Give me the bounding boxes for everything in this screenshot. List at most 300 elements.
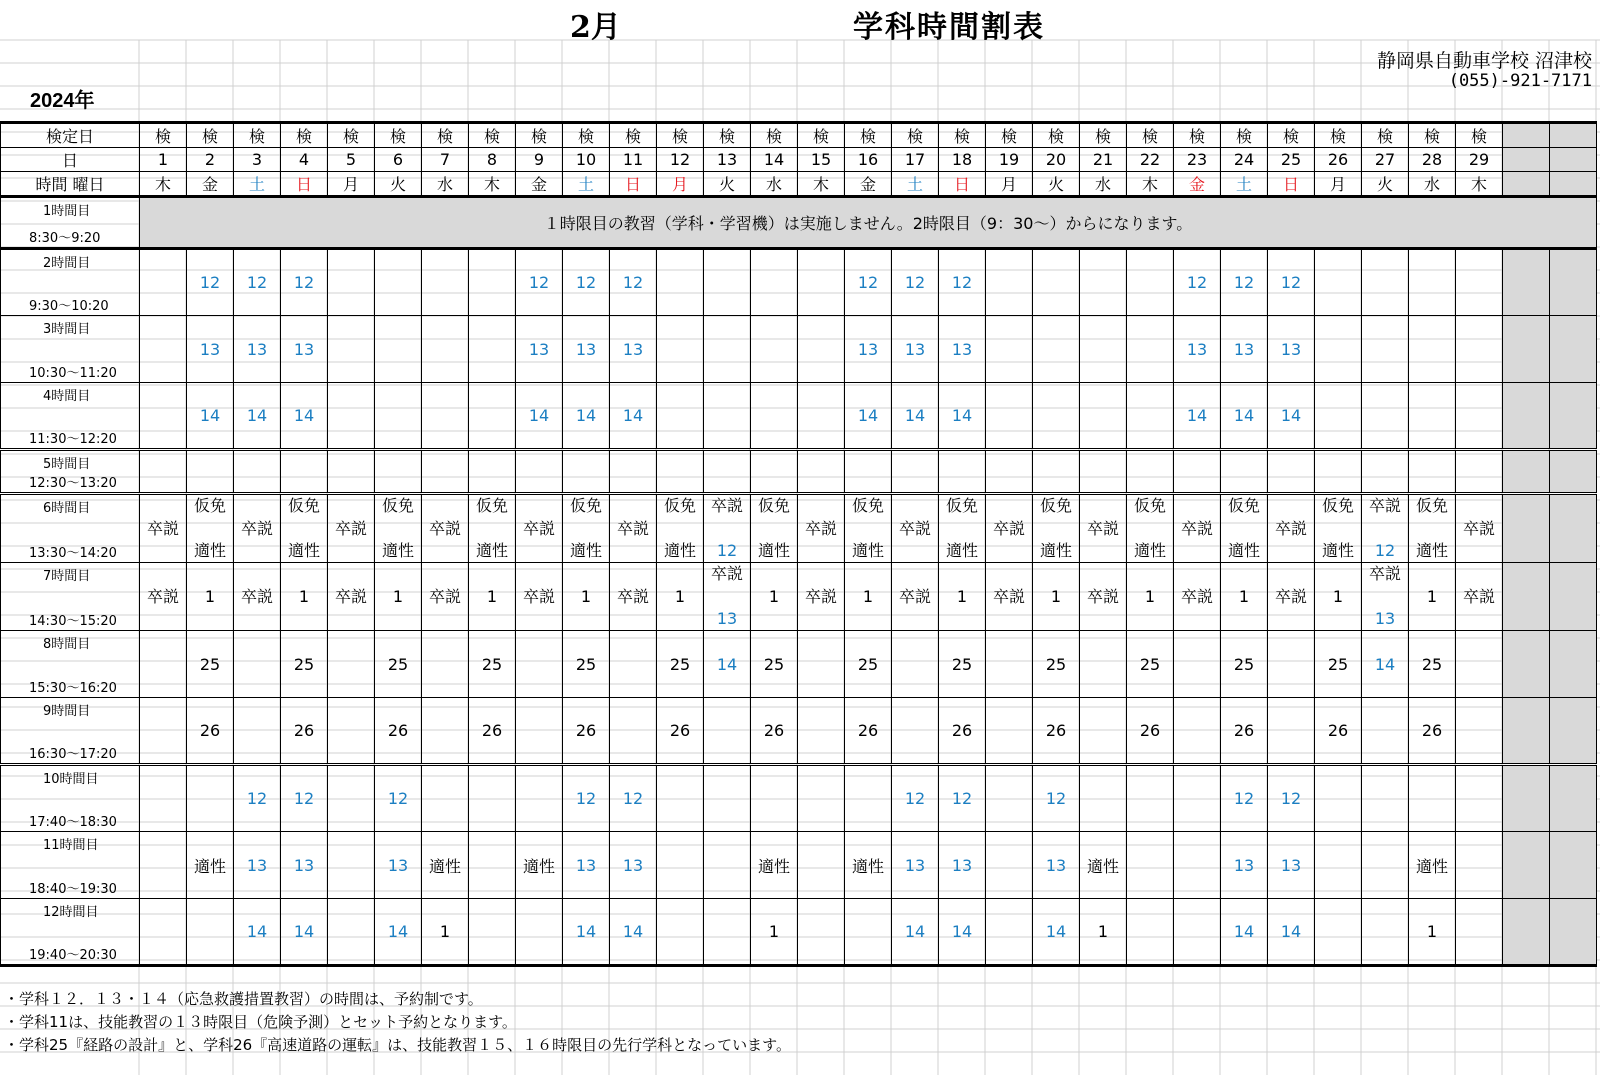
class-entry-bottom — [1080, 608, 1126, 630]
unused-cell — [1550, 316, 1597, 383]
class-entry-mid: 卒説 — [1180, 586, 1213, 606]
class-cell: 1 — [1409, 899, 1456, 966]
class-entry-bottom — [1268, 608, 1314, 630]
class-entry-bottom — [234, 540, 280, 562]
class-cell — [140, 450, 187, 494]
class-entry-top — [939, 563, 985, 585]
class-entry-bottom — [610, 540, 656, 562]
class-entry-bottom — [610, 608, 656, 630]
class-cell: 25 — [375, 631, 422, 698]
class-entry-top: 仮免 — [851, 496, 884, 515]
class-cell: 12 — [1221, 249, 1268, 316]
class-cell — [1127, 765, 1174, 832]
class-entry-mid: 卒説 — [240, 586, 273, 606]
class-cell: 適性 — [1080, 832, 1127, 899]
class-cell: 12 — [1033, 765, 1080, 832]
date-cell: 11 — [610, 148, 657, 172]
class-cell — [845, 494, 892, 563]
period-time: 13:30～14:20 — [29, 546, 117, 561]
class-entry-bottom: 適性 — [475, 541, 508, 560]
class-cell — [986, 450, 1033, 494]
weekday-cell: 金 — [845, 172, 892, 197]
class-cell — [1174, 494, 1221, 563]
class-cell — [375, 383, 422, 450]
class-cell: 25 — [1033, 631, 1080, 698]
class-cell — [986, 249, 1033, 316]
period-time: 15:30～16:20 — [29, 681, 117, 696]
class-cell: 12 — [610, 249, 657, 316]
footnote: ・学科11は、技能教習の１３時限目（危険予測）とセット予約となります。 — [4, 1013, 517, 1031]
class-cell — [1080, 450, 1127, 494]
unused-cell — [1550, 832, 1597, 899]
date-cell: 14 — [751, 148, 798, 172]
kentei-cell: 検 — [751, 123, 798, 148]
class-cell: 12 — [892, 249, 939, 316]
class-cell — [986, 563, 1033, 631]
class-cell — [1362, 563, 1409, 631]
weekday-cell: 月 — [986, 172, 1033, 197]
kentei-cell: 検 — [328, 123, 375, 148]
class-cell: 26 — [187, 698, 234, 765]
class-cell: 14 — [1221, 899, 1268, 966]
class-cell: 14 — [516, 383, 563, 450]
class-entry-top — [187, 563, 233, 585]
class-entry-top — [375, 563, 421, 585]
class-cell — [1315, 383, 1362, 450]
class-cell — [1315, 563, 1362, 631]
unused-cell — [1503, 450, 1550, 494]
class-cell — [140, 563, 187, 631]
kentei-cell: 検 — [469, 123, 516, 148]
class-entry-bottom: 適性 — [1321, 541, 1354, 560]
class-cell: 適性 — [845, 832, 892, 899]
class-cell — [1080, 765, 1127, 832]
class-cell: 13 — [281, 832, 328, 899]
class-cell — [281, 450, 328, 494]
class-entry-top — [1268, 563, 1314, 585]
class-cell — [1456, 450, 1503, 494]
unused-cell — [1503, 123, 1550, 148]
page-title: 学科時間割表 — [853, 10, 1045, 45]
class-cell: 1 — [422, 899, 469, 966]
class-cell — [798, 631, 845, 698]
class-cell — [657, 316, 704, 383]
date-cell: 7 — [422, 148, 469, 172]
class-cell — [1127, 383, 1174, 450]
class-cell — [469, 899, 516, 966]
class-entry-mid — [1127, 518, 1173, 540]
class-cell — [751, 765, 798, 832]
unused-cell — [1550, 765, 1597, 832]
class-cell — [375, 563, 422, 631]
class-cell — [469, 249, 516, 316]
class-cell — [1409, 249, 1456, 316]
class-cell — [469, 563, 516, 631]
class-entry-bottom: 適性 — [945, 541, 978, 560]
class-cell: 12 — [375, 765, 422, 832]
class-entry-top: 仮免 — [1039, 496, 1072, 515]
class-cell: 12 — [234, 249, 281, 316]
class-cell — [986, 899, 1033, 966]
class-cell — [1362, 450, 1409, 494]
class-entry-top — [281, 563, 327, 585]
date-cell: 9 — [516, 148, 563, 172]
class-entry-bottom — [140, 608, 186, 630]
unused-cell — [1503, 316, 1550, 383]
period-time: 17:40～18:30 — [29, 815, 117, 830]
class-cell: 13 — [281, 316, 328, 383]
date-cell: 10 — [563, 148, 610, 172]
class-entry-mid: 1 — [204, 586, 216, 606]
class-cell — [469, 494, 516, 563]
period-name: 2時間目 — [43, 256, 91, 271]
period-name: 7時間目 — [43, 569, 91, 584]
weekday-cell: 木 — [1456, 172, 1503, 197]
class-entry-top — [1456, 495, 1502, 517]
class-entry-bottom — [1033, 608, 1079, 630]
class-entry-bottom — [1315, 608, 1361, 630]
class-entry-top: 仮免 — [475, 496, 508, 515]
kentei-cell: 検 — [516, 123, 563, 148]
class-cell — [516, 631, 563, 698]
class-entry-top — [140, 563, 186, 585]
class-entry-bottom — [140, 540, 186, 562]
weekday-cell: 水 — [1409, 172, 1456, 197]
kentei-cell: 検 — [1174, 123, 1221, 148]
kentei-cell: 検 — [1456, 123, 1503, 148]
class-cell — [281, 494, 328, 563]
unused-cell — [1503, 698, 1550, 765]
class-cell: 14 — [939, 899, 986, 966]
class-cell: 26 — [939, 698, 986, 765]
class-entry-top — [234, 563, 280, 585]
class-cell — [1033, 563, 1080, 631]
class-cell — [798, 249, 845, 316]
class-entry-mid: 卒説 — [1086, 518, 1119, 538]
class-entry-bottom: 適性 — [757, 541, 790, 560]
unused-cell — [1503, 765, 1550, 832]
kentei-cell: 検 — [1362, 123, 1409, 148]
class-cell: 14 — [1362, 631, 1409, 698]
class-cell — [657, 494, 704, 563]
period-time: 11:30～12:20 — [29, 432, 117, 447]
kentei-cell: 検 — [187, 123, 234, 148]
weekday-cell: 月 — [1315, 172, 1362, 197]
kentei-cell: 検 — [1268, 123, 1315, 148]
class-cell — [469, 450, 516, 494]
class-entry-top — [516, 563, 562, 585]
class-cell: 12 — [234, 765, 281, 832]
class-entry-top — [1456, 563, 1502, 585]
class-entry-mid: 卒説 — [1462, 586, 1495, 606]
class-cell — [751, 383, 798, 450]
class-entry-bottom — [1080, 540, 1126, 562]
kentei-cell: 検 — [140, 123, 187, 148]
class-entry-bottom: 13 — [716, 609, 738, 628]
class-cell — [798, 383, 845, 450]
class-cell — [187, 494, 234, 563]
period-time: 14:30～15:20 — [29, 614, 117, 629]
class-cell — [657, 765, 704, 832]
class-cell — [1409, 316, 1456, 383]
class-cell — [845, 563, 892, 631]
class-entry-mid — [704, 586, 750, 608]
date-cell: 12 — [657, 148, 704, 172]
class-entry-bottom: 適性 — [287, 541, 320, 560]
class-cell — [986, 832, 1033, 899]
class-entry-top — [610, 563, 656, 585]
weekday-cell: 木 — [469, 172, 516, 197]
class-entry-mid — [187, 518, 233, 540]
class-cell — [892, 450, 939, 494]
class-entry-top — [1033, 563, 1079, 585]
class-cell: 13 — [1268, 316, 1315, 383]
class-entry-mid: 1 — [1332, 586, 1344, 606]
class-cell — [704, 563, 751, 631]
class-cell — [1456, 832, 1503, 899]
weekday-cell: 土 — [563, 172, 610, 197]
class-cell: 25 — [1409, 631, 1456, 698]
class-entry-bottom — [798, 608, 844, 630]
class-cell — [469, 316, 516, 383]
class-entry-bottom — [1456, 540, 1502, 562]
class-entry-mid: 1 — [1050, 586, 1062, 606]
class-cell: 25 — [1221, 631, 1268, 698]
class-cell: 適性 — [516, 832, 563, 899]
class-entry-mid: 卒説 — [1462, 518, 1495, 538]
class-entry-bottom: 適性 — [193, 541, 226, 560]
class-cell — [422, 249, 469, 316]
class-cell — [657, 249, 704, 316]
class-cell: 14 — [563, 899, 610, 966]
kentei-cell: 検 — [704, 123, 751, 148]
class-cell — [704, 899, 751, 966]
class-cell: 26 — [1033, 698, 1080, 765]
class-entry-mid — [1033, 518, 1079, 540]
class-cell — [1362, 832, 1409, 899]
class-cell: 13 — [610, 316, 657, 383]
class-cell — [1362, 316, 1409, 383]
class-cell — [657, 832, 704, 899]
class-cell — [1409, 383, 1456, 450]
class-cell — [610, 631, 657, 698]
class-cell — [516, 563, 563, 631]
class-cell: 26 — [1409, 698, 1456, 765]
class-entry-mid — [469, 518, 515, 540]
date-cell: 8 — [469, 148, 516, 172]
unused-cell — [1503, 832, 1550, 899]
class-cell — [1174, 631, 1221, 698]
class-entry-top — [140, 495, 186, 517]
class-cell — [187, 450, 234, 494]
class-entry-bottom: 適性 — [851, 541, 884, 560]
date-cell: 13 — [704, 148, 751, 172]
time-weekday-label: 時間 曜日 — [1, 172, 140, 197]
class-cell: 26 — [657, 698, 704, 765]
weekday-cell: 金 — [1174, 172, 1221, 197]
class-entry-mid: 1 — [862, 586, 874, 606]
class-cell — [1033, 249, 1080, 316]
class-entry-mid: 1 — [298, 586, 310, 606]
class-cell — [1080, 698, 1127, 765]
class-cell — [986, 631, 1033, 698]
class-cell: 12 — [187, 249, 234, 316]
weekday-cell: 月 — [657, 172, 704, 197]
class-cell — [328, 494, 375, 563]
unused-cell — [1550, 698, 1597, 765]
class-cell: 25 — [281, 631, 328, 698]
class-cell — [1315, 494, 1362, 563]
class-entry-bottom — [1456, 608, 1502, 630]
class-cell — [1080, 563, 1127, 631]
class-entry-bottom: 13 — [1374, 609, 1396, 628]
class-entry-top: 卒説 — [1368, 496, 1401, 515]
footnotes — [4, 988, 791, 1057]
footnote: ・学科25『経路の設計』と、学科26『高速道路の運転』は、技能教習１５、１６時限目の先行学科となっています。 — [4, 1036, 791, 1054]
class-cell — [140, 494, 187, 563]
class-entry-bottom — [422, 608, 468, 630]
period-label — [1, 765, 140, 832]
class-cell — [1221, 450, 1268, 494]
class-cell: 13 — [1174, 316, 1221, 383]
class-cell — [798, 450, 845, 494]
unused-cell — [1550, 249, 1597, 316]
class-entry-mid: 卒説 — [334, 518, 367, 538]
class-cell: 12 — [1221, 765, 1268, 832]
class-entry-bottom — [1221, 608, 1267, 630]
class-cell: 14 — [939, 383, 986, 450]
class-cell: 26 — [845, 698, 892, 765]
class-entry-mid: 1 — [392, 586, 404, 606]
period-time: 10:30～11:20 — [29, 366, 117, 381]
class-cell: 適性 — [1409, 832, 1456, 899]
class-cell — [140, 383, 187, 450]
class-cell — [234, 494, 281, 563]
class-cell — [1362, 383, 1409, 450]
class-entry-top — [1409, 563, 1455, 585]
class-cell — [1080, 249, 1127, 316]
class-entry-top — [563, 563, 609, 585]
class-cell — [704, 698, 751, 765]
class-entry-mid: 卒説 — [522, 586, 555, 606]
class-cell: 適性 — [751, 832, 798, 899]
class-cell: 12 — [939, 765, 986, 832]
class-entry-bottom — [328, 608, 374, 630]
date-cell: 28 — [1409, 148, 1456, 172]
class-cell: 12 — [516, 249, 563, 316]
class-cell — [375, 249, 422, 316]
unused-cell — [1503, 899, 1550, 966]
date-cell: 26 — [1315, 148, 1362, 172]
class-cell — [798, 899, 845, 966]
kentei-cell: 検 — [1033, 123, 1080, 148]
class-entry-mid — [1315, 518, 1361, 540]
date-cell: 4 — [281, 148, 328, 172]
kentei-cell: 検 — [234, 123, 281, 148]
class-cell — [1409, 765, 1456, 832]
class-entry-bottom: 適性 — [1039, 541, 1072, 560]
class-cell: 14 — [563, 383, 610, 450]
class-cell — [1080, 631, 1127, 698]
class-entry-bottom — [892, 540, 938, 562]
class-entry-mid: 1 — [486, 586, 498, 606]
class-cell: 26 — [1221, 698, 1268, 765]
kentei-cell: 検 — [563, 123, 610, 148]
class-cell — [563, 494, 610, 563]
period-label — [1, 197, 140, 249]
class-cell — [798, 316, 845, 383]
class-cell: 1 — [751, 899, 798, 966]
class-cell: 14 — [892, 383, 939, 450]
class-cell: 13 — [516, 316, 563, 383]
class-cell — [657, 383, 704, 450]
class-cell: 26 — [1127, 698, 1174, 765]
class-cell — [1456, 765, 1503, 832]
class-cell — [610, 698, 657, 765]
class-entry-top — [845, 563, 891, 585]
unused-cell — [1503, 383, 1550, 450]
class-cell — [704, 249, 751, 316]
class-entry-bottom — [986, 608, 1032, 630]
class-cell: 25 — [187, 631, 234, 698]
class-entry-bottom — [516, 608, 562, 630]
class-entry-mid: 卒説 — [804, 586, 837, 606]
unused-cell — [1550, 383, 1597, 450]
date-cell: 17 — [892, 148, 939, 172]
class-entry-mid: 卒説 — [522, 518, 555, 538]
class-cell: 12 — [563, 765, 610, 832]
class-entry-mid: 1 — [1426, 586, 1438, 606]
period-name: 5時間目 — [43, 457, 91, 472]
class-cell — [469, 383, 516, 450]
class-cell — [751, 563, 798, 631]
class-cell: 14 — [610, 383, 657, 450]
class-cell: 12 — [892, 765, 939, 832]
class-entry-bottom — [563, 608, 609, 630]
class-entry-top: 仮免 — [757, 496, 790, 515]
date-cell: 6 — [375, 148, 422, 172]
class-cell: 14 — [1268, 383, 1315, 450]
class-entry-bottom: 適性 — [381, 541, 414, 560]
class-cell — [1362, 698, 1409, 765]
period-name: 3時間目 — [43, 322, 91, 337]
class-cell — [892, 494, 939, 563]
class-cell — [1315, 832, 1362, 899]
class-cell — [328, 249, 375, 316]
class-entry-top — [1268, 495, 1314, 517]
class-entry-mid: 卒説 — [240, 518, 273, 538]
class-cell: 13 — [375, 832, 422, 899]
school-phone: (055)-921-7171 — [1448, 71, 1592, 91]
class-cell — [422, 316, 469, 383]
class-entry-mid — [704, 518, 750, 540]
class-entry-mid: 卒説 — [428, 518, 461, 538]
class-entry-bottom: 12 — [716, 541, 738, 560]
class-cell: 13 — [939, 316, 986, 383]
class-entry-top — [469, 563, 515, 585]
period-name: 11時間目 — [43, 838, 99, 853]
class-cell — [328, 899, 375, 966]
class-entry-top — [610, 495, 656, 517]
class-entry-top: 仮免 — [287, 496, 320, 515]
class-cell — [1127, 832, 1174, 899]
period-name: 8時間目 — [43, 637, 91, 652]
period-time: 12:30～13:20 — [29, 476, 117, 491]
period-time: 9:30～10:20 — [29, 299, 109, 314]
class-cell — [516, 450, 563, 494]
unused-cell — [1503, 172, 1550, 197]
class-entry-top — [1080, 495, 1126, 517]
